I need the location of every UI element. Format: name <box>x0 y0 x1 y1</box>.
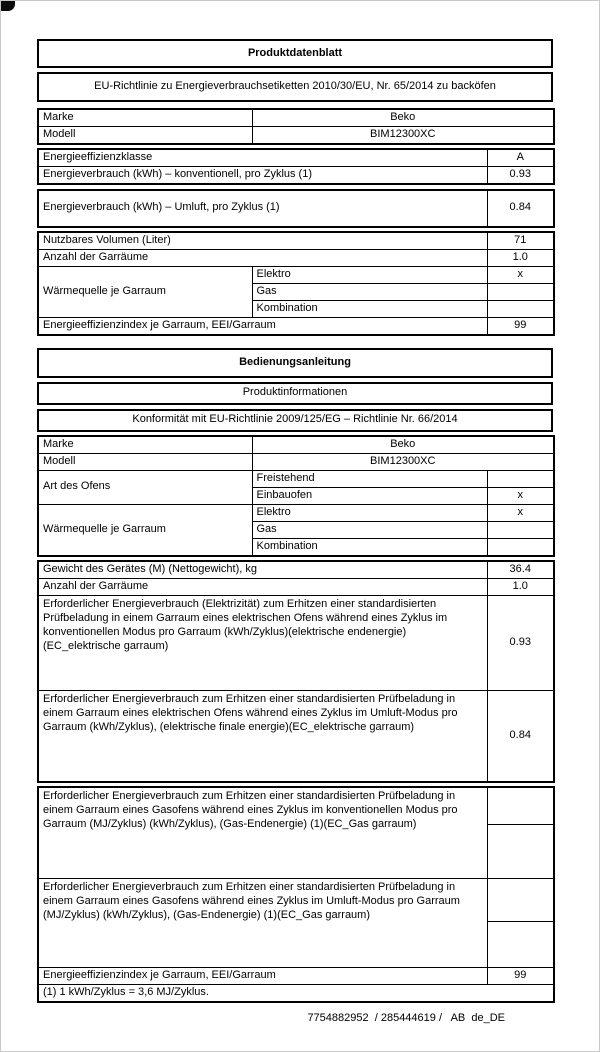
eei-value: 99 <box>487 967 554 984</box>
consumption-conventional-value: 0.93 <box>487 166 554 183</box>
weight-value: 36.4 <box>487 561 554 578</box>
cavities-value: 1.0 <box>487 249 554 266</box>
doc1-title-table <box>37 39 553 68</box>
energy-row-value <box>487 787 554 824</box>
energy-row-label: Erforderlicher Energieverbrauch zum Erhitzen einer standardisierten Prüfbeladung in einem Garraum eines Gasofens während eines Zyklus im konventionellen Modus pro Garraum (MJ/Zyklus) (kWh/Zyklus), (Gas-Endenergie) (1)(EC_Gas garraum) <box>38 787 487 878</box>
heat-source-combo-label: Kombination <box>252 300 487 317</box>
energy-row-label: Erforderlicher Energieverbrauch (Elektrizität) zum Erhitzen einer standardisierten Prüfbeladung in einem Garraum eines elektrischen Ofens während eines Zyklus im konventionellen Modus pro Garraum (kWh/Zyklus)(elektrische endenergie)(EC_elektrische garraum) <box>38 595 487 690</box>
heat-source-combo-label: Kombination <box>252 538 487 555</box>
energy-row-value2 <box>487 824 554 878</box>
produktdatenblatt-section <box>37 39 563 336</box>
footnote: (1) 1 kWh/Zyklus = 3,6 MJ/Zyklus. <box>38 984 554 1002</box>
heat-source-electric-label: Elektro <box>252 266 487 283</box>
doc2-subtitle1: Produktinformationen <box>38 383 552 404</box>
doc2-title-table <box>37 348 553 378</box>
oven-type-builtin-value: x <box>487 487 554 504</box>
document-page <box>1 1 599 1024</box>
model-label: Modell <box>38 126 252 143</box>
doc2-gas-eei-table <box>37 786 555 1003</box>
cavities-value: 1.0 <box>487 578 554 595</box>
doc2-subtitle2-table <box>37 409 553 432</box>
bedienungsanleitung-section <box>37 348 563 1003</box>
cavities-label: Anzahl der Garräume <box>38 249 487 266</box>
heat-source-gas-label: Gas <box>252 521 487 538</box>
oven-type-builtin-label: Einbauofen <box>252 487 487 504</box>
doc2-title: Bedienungsanleitung <box>38 349 552 377</box>
heat-source-electric-label: Elektro <box>252 504 487 521</box>
cavities-label: Anzahl der Garräume <box>38 578 487 595</box>
brand-value: Beko <box>252 436 554 453</box>
doc1-subtitle: EU-Richtlinie zu Energieverbrauchsetiketten 2010/30/EU, Nr. 65/2014 zu backöfen <box>38 73 552 101</box>
oven-type-label: Art des Ofens <box>38 470 252 504</box>
doc1-brand-model-table <box>37 108 555 145</box>
brand-label: Marke <box>38 436 252 453</box>
model-label: Modell <box>38 453 252 470</box>
model-value: BIM12300XC <box>252 126 554 143</box>
oven-type-freestanding-value <box>487 470 554 487</box>
efficiency-class-value: A <box>487 149 554 166</box>
heat-source-combo-value <box>487 538 554 555</box>
consumption-conventional-label: Energieverbrauch (kWh) – konventionell, pro Zyklus (1) <box>38 166 487 183</box>
heat-source-gas-value <box>487 521 554 538</box>
volume-value: 71 <box>487 232 554 249</box>
volume-label: Nutzbares Volumen (Liter) <box>38 232 487 249</box>
model-value: BIM12300XC <box>252 453 554 470</box>
brand-label: Marke <box>38 109 252 126</box>
doc1-details-table <box>37 231 555 336</box>
heat-source-electric-value: x <box>487 266 554 283</box>
heat-source-label: Wärmequelle je Garraum <box>38 266 252 317</box>
energy-row-value <box>487 878 554 921</box>
section-gap <box>37 336 563 348</box>
heat-source-gas-value <box>487 283 554 300</box>
efficiency-class-label: Energieeffizienzklasse <box>38 149 487 166</box>
consumption-fan-value: 0.84 <box>487 190 554 227</box>
brand-value: Beko <box>252 109 554 126</box>
energy-row-label: Erforderlicher Energieverbrauch zum Erhitzen einer standardisierten Prüfbeladung in einem Garraum eines elektrischen Ofens während eines Zyklus im Umluft-Modus pro Garraum (kWh/Zyklus), (elektrische finale energie)(EC_elektrische garraum) <box>38 690 487 782</box>
doc1-efficiency-table <box>37 148 555 185</box>
energy-row-value: 0.93 <box>487 595 554 690</box>
heat-source-label: Wärmequelle je Garraum <box>38 504 252 555</box>
doc1-title: Produktdatenblatt <box>38 40 552 67</box>
consumption-fan-label: Energieverbrauch (kWh) – Umluft, pro Zyklus (1) <box>38 190 487 227</box>
eei-label: Energieeffizienzindex je Garraum, EEI/Garraum <box>38 317 487 334</box>
eei-value: 99 <box>487 317 554 334</box>
doc2-identity-table <box>37 435 555 557</box>
heat-source-electric-value: x <box>487 504 554 521</box>
eei-label: Energieeffizienzindex je Garraum, EEI/Garraum <box>38 967 487 984</box>
doc1-fan-consumption-table <box>37 189 555 228</box>
energy-row-value: 0.84 <box>487 690 554 782</box>
heat-source-gas-label: Gas <box>252 283 487 300</box>
doc2-energy-table <box>37 560 555 783</box>
energy-row-label: Erforderlicher Energieverbrauch zum Erhitzen einer standardisierten Prüfbeladung in einem Garraum eines Gasofens während eines Zyklus im Umluft-Modus pro Garraum (MJ/Zyklus) (kWh/Zyklus), (Gas-Endenergie) (1)(EC_Gas garraum) <box>38 878 487 967</box>
document-reference-number: 7754882952 / 285444619 / AB de_DE <box>307 1012 505 1025</box>
weight-label: Gewicht des Gerätes (M) (Nettogewicht), kg <box>38 561 487 578</box>
doc2-subtitle1-table <box>37 382 553 405</box>
oven-type-freestanding-label: Freistehend <box>252 470 487 487</box>
heat-source-combo-value <box>487 300 554 317</box>
doc2-subtitle2: Konformität mit EU-Richtlinie 2009/125/EG – Richtlinie Nr. 66/2014 <box>38 410 552 431</box>
energy-row-value2 <box>487 921 554 967</box>
doc1-subtitle-table <box>37 72 553 102</box>
